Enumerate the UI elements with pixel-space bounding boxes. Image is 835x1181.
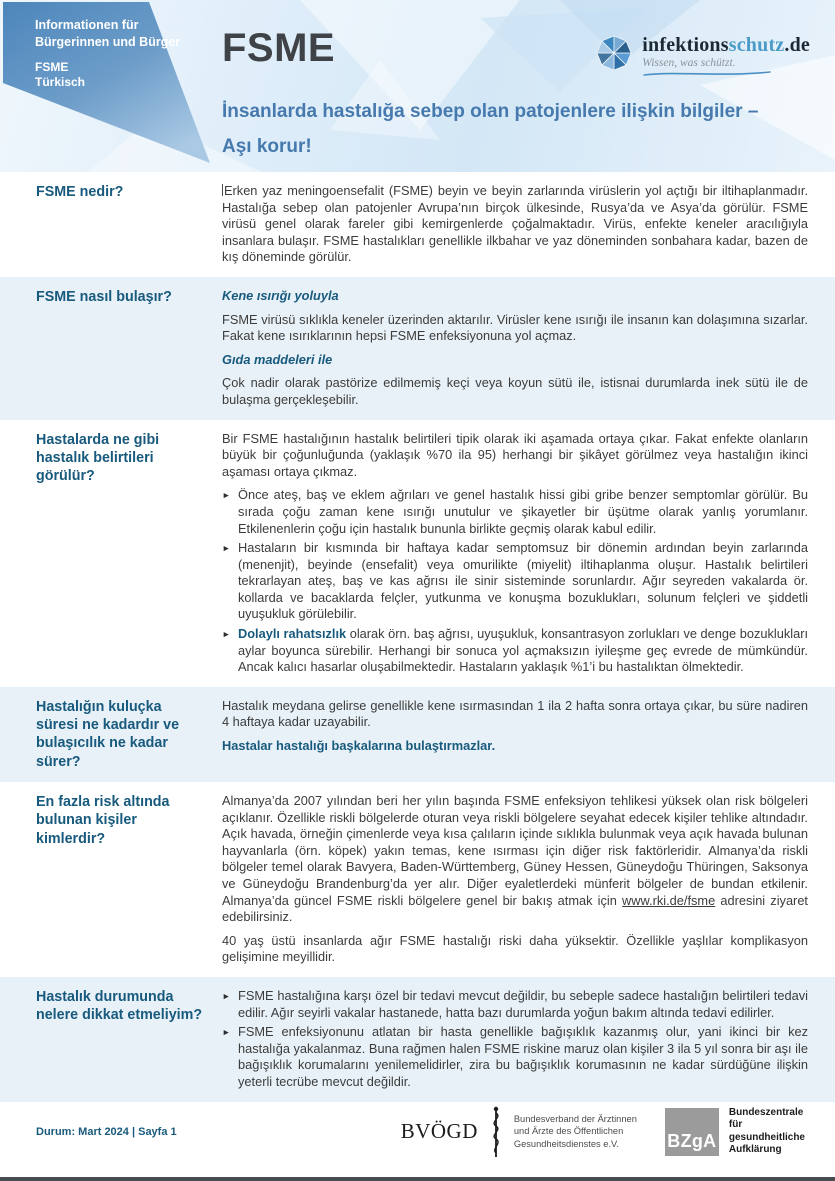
status-line: Durum: Mart 2024 | Sayfa 1 — [36, 1125, 177, 1138]
question-heading: En fazla risk altında bulunan kişiler kimlerdir? — [36, 794, 170, 847]
text-cursor — [222, 184, 223, 196]
answer-content — [222, 288, 808, 409]
infektionsschutz-logo — [595, 34, 810, 77]
answer-content — [222, 988, 808, 1091]
question-heading: Hastalık durumunda nelere dikkat etmeliyim? — [36, 988, 203, 1024]
question-heading: Hastalarda ne gibi hastalık belirtileri görülür? — [36, 431, 160, 485]
bzga-name-line4: Aufklärung — [728, 1144, 782, 1155]
qa-row — [0, 277, 835, 420]
page-subtitle — [222, 101, 758, 158]
body-paragraph: Erken yaz meningoensefalit (FSME) beyin ve beyin zarlarında virüslerin yol açtığı bir iltihaplanmadır. Hastalığa sebep olan patojenler Avrupa’nın birçok ülkesinde, Rusya’da ve Asya’da görülür. FSME virüsü genel olarak fareler gibi kemirgenlerde çoğalmaktadır. Virüs, enfekte keneler aracılığıyla insanlara bulaşır. FSME hastalıkları genellikle ilkbahar ve yaz döneminden sonbahara kadar, bazen de kış döneminde görülür. — [222, 183, 808, 265]
bzga-name-line3: gesundheitliche — [728, 1131, 805, 1143]
bullet-arrow-icon: ► — [222, 629, 231, 640]
qa-sections — [0, 172, 835, 1089]
page-title: FSME — [222, 26, 336, 70]
question-heading: Hastalığın kuluçka süresi ne kadardır ve bulaşıcılık ne kadar sürer? — [36, 698, 180, 770]
bvoegd-name-line3: Gesundheitsdienstes e.V. — [513, 1138, 619, 1149]
bzga-logo — [665, 1107, 805, 1157]
corner-banner — [0, 0, 215, 166]
bvoegd-name — [514, 1113, 637, 1149]
qa-row — [0, 687, 835, 782]
body-paragraph: Almanya’da 2007 yılından beri her yılın başında FSME enfeksiyon tehlikesi yüksek olan risk bölgeleri açıklanır. Özellikle riskli bölgelerde oturan veya riskli bölgelere seyahat edecek kişiler tehlike altındadır. Açık havada, örneğin çimenlerde veya kısa çalıların içinde sıklıkla bulunmak veya açık havada bulunan hayvanlarla (örn. köpek) yakın temas, kene ısırması için diğer risk faktörleridir. Almanya’da riskli bölgeler temel olarak Bavyera, Baden-Württemberg, Güney Hessen, Güneydoğu Thüringen, Saksonya ve Güneydoğu Brandenburg’da yer alır. Diğer eyaletlerdeki münferit bölgeler de bundan etkilenir. Almanya’da güncel FSME riskli bölgelere genel bir bakış atmak için www.rki.de/fsme adresini ziyaret edebilirsiniz. — [222, 793, 808, 925]
answer-content — [222, 793, 808, 966]
bvoegd-name-line2: und Ärzte des Öffentlichen — [513, 1126, 624, 1137]
page-subtitle-line1: İnsanlarda hastalığa sebep olan patojenlere ilişkin bilgiler – — [222, 101, 759, 122]
bullet-text: FSME enfeksiyonunu atlatan bir hasta genellikle bağışıklık kazanmış olur, yani ikinci bir kez hastalığa yakalanmaz. Buna rağmen halen FSME riskine maruz olan kişiler 3 ila 5 yıl sonra bir aşı ile bağışıklık korumalarını yenilemelidirler, zira bu bağışıklık korumasının ne kadar sürdüğüne ilişkin yeterli tecrübe mevcut değildir. — [238, 1024, 808, 1089]
answer-content — [222, 431, 808, 676]
qa-row — [0, 420, 835, 687]
bold-lead: Dolaylı rahatsızlık — [238, 626, 347, 642]
bvoegd-name-line1: Bundesverband der Ärztinnen — [513, 1114, 637, 1125]
bvoegd-acronym: BVÖGD — [400, 1119, 478, 1143]
qa-row — [0, 977, 835, 1102]
logo-text-block — [642, 34, 810, 77]
body-paragraph: Hastalık meydana gelirse genellikle kene ısırmasından 1 ila 2 hafta sonra ortaya çıkar, bu süre nadiren 4 haftaya kadar uzayabilir. — [222, 697, 808, 730]
tagline-swoosh-icon — [642, 70, 772, 77]
umbrella-icon — [595, 34, 633, 72]
logo-tagline: Wissen, was schützt. — [642, 57, 736, 69]
page-bottom-edge — [0, 1177, 835, 1181]
asclepius-staff-icon — [488, 1105, 504, 1159]
banner-language: Türkisch — [35, 75, 86, 89]
sub-heading: Gıda maddeleri ile — [222, 351, 333, 367]
bullet-text: Önce ateş, baş ve eklem ağrıları ve genel hastalık hissi gibi gribe benzer semptomlar görülür. Bu sırada çoğu zaman kene ısırığı unutulur ve şikayetler bir üşütme olarak yanlış yorumlanır. Etkilenenlerin çoğu için hastalık bununla birlikte geçmiş olarak kabul edilir. — [238, 487, 808, 536]
bzga-name-line2: für — [728, 1119, 743, 1130]
page-subtitle-line2: Aşı korur! — [222, 136, 312, 157]
bzga-logo-box — [665, 1108, 719, 1156]
banner-audience-line2: Bürgerinnen und Bürger — [35, 35, 181, 49]
answer-content — [222, 698, 808, 771]
rki-fsme-link[interactable]: www.rki.de/fsme — [622, 892, 716, 908]
bullet-item — [222, 540, 808, 623]
bullet-arrow-icon: ► — [222, 990, 231, 1001]
bullet-item — [222, 1024, 808, 1090]
sub-heading: Kene ısırığı yoluyla — [222, 287, 339, 303]
page-header — [0, 0, 835, 172]
bullet-arrow-icon: ► — [222, 1027, 231, 1038]
bvoegd-logo — [401, 1105, 637, 1159]
logo-wordmark-part2: schutz — [728, 34, 785, 56]
bullet-item — [222, 988, 808, 1021]
answer-content — [222, 183, 808, 266]
bullet-text: Dolaylı rahatsızlık olarak örn. baş ağrısı, uyuşukluk, konsantrasyon zorlukları ve denge bozuklukları aylar boyunca sürebilir. Herhangi bir sonuca yol açmaksızın iyileşme geç evrede de mümkündür. Ancak kalıcı hasarlar oluşabilmektedir. Hastaların yaklaşık %1’i bu hastalıktan ölmektedir. — [238, 626, 809, 675]
body-paragraph: 40 yaş üstü insanlarda ağır FSME hastalığı riski daha yüksektir. Özellikle yaşlılar komplikasyon gelişimine meyillidir. — [222, 932, 808, 965]
body-paragraph: Bir FSME hastalığının hastalık belirtileri tipik olarak iki aşamada ortaya çıkar. Fakat enfekte olanların büyük bir çoğunluğunda (yaklaşık %70 ila 95) herhangi bir şikâyet görülmez veya hastalığın ikinci aşaması ortaya çıkmaz. — [222, 430, 808, 479]
bullet-text: Hastaların bir kısmında bir haftaya kadar semptomsuz bir dönemin ardından beyin zarlarında (menenjit), beyinde (ensefalit) veya omurilikte (miyelit) iltihaplanma oluşur. Hastalık belirtileri tekrarlayan ateş, baş ve kas ağrısı ile sinir sisteminde sorunlardır. Ağır seyreden vakalarda ör. kollarda ve bacaklarda felçler, yutkunma ve konuşma bozuklukları, solunum felçleri ve şiddetli uyuşukluk görülebilir. — [238, 540, 808, 622]
logo-wordmark-part3: .de — [784, 34, 810, 56]
question-heading: FSME nedir? — [36, 184, 124, 200]
logo-wordmark — [642, 34, 810, 56]
bullet-item — [222, 487, 808, 537]
bzga-name-line1: Bundeszentrale — [728, 1106, 804, 1118]
banner-audience-line1: Informationen für — [35, 18, 139, 32]
body-paragraph: FSME virüsü sıklıkla keneler üzerinden aktarılır. Virüsler kene ısırığı ile insanın kan dolaşımına sızarlar. Fakat kene ısırıklarının hepsi FSME enfeksiyonuna yol açmaz. — [222, 311, 808, 344]
qa-row — [0, 782, 835, 977]
bullet-text: FSME hastalığına karşı özel bir tedavi mevcut değildir, bu sebeple sadece hastalığın belirtileri tedavi edilir. Ağır seyirli vakalar hastanede, hatta bazı durumlarda yoğun bakım altında tedavi edilirler. — [238, 987, 808, 1020]
body-paragraph: Çok nadir olarak pastörize edilmemiş keçi veya koyun sütü ile, istisnai durumlarda inek sütü ile de bulaşma gerçekleşebilir. — [222, 375, 808, 407]
bullet-item — [222, 626, 808, 676]
bullet-arrow-icon: ► — [222, 543, 231, 554]
bzga-acronym: BZgA — [667, 1130, 717, 1151]
bzga-name — [729, 1107, 805, 1157]
banner-topic: FSME — [35, 60, 69, 74]
question-heading: FSME nasıl bulaşır? — [36, 288, 172, 305]
logo-wordmark-part1: infektions — [642, 34, 729, 56]
emphasis-paragraph: Hastalar hastalığı başkalarına bulaştırmazlar. — [222, 738, 496, 754]
qa-row — [0, 172, 835, 277]
bullet-arrow-icon: ► — [222, 490, 231, 501]
